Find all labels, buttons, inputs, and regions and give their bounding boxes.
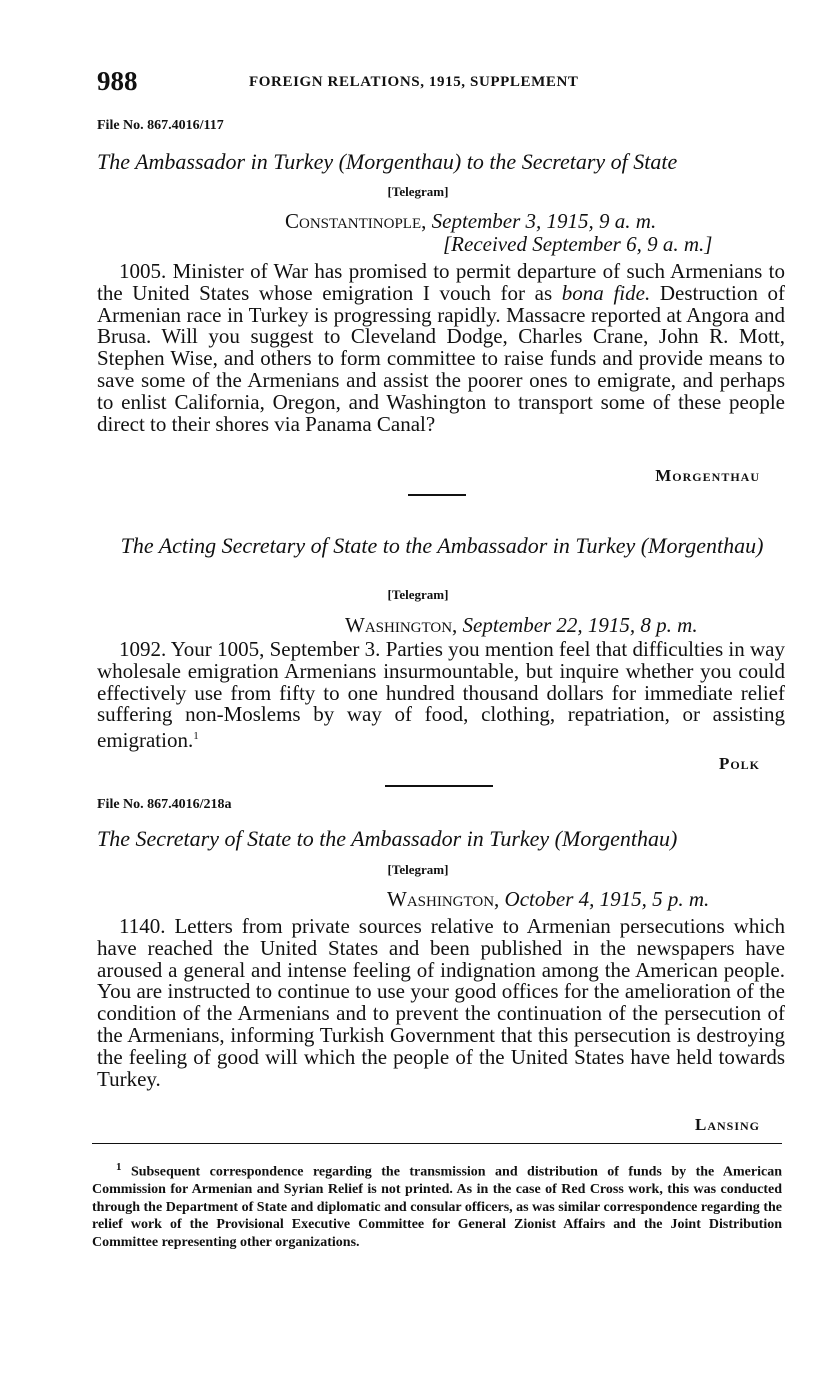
footnote-text: Subsequent correspondence regarding the transmission and distribution of funds by the American Commission for Armenian and Syrian Relief is not printed. As in the case of Red Cross work, this was conducted through the Department of State and diplomatic and consular officers, as was similar correspondence regarding the relief work of the Provisional Executive Committee for General Zionist Affairs and the Joint Distribution Committee representing other organizations. xyxy=(92,1164,782,1251)
dateline-place: Washington, xyxy=(345,613,458,637)
body-text-end: Destruction of Armenian race in Turkey is progressing rapidly. Massacre reported at Angora and Brusa. Will you suggest to Cleveland Dodge, Charles Crane, John R. Mott, Stephen Wise, and others to form committee to raise funds and provide means to save some of the Armenians and assist the poorer ones to emigrate, and perhaps to enlist California, Oregon, and Washington to transport some of these people direct to their shores via Panama Canal? xyxy=(97,280,785,436)
telegram-body xyxy=(97,639,785,752)
telegram-label: [Telegram] xyxy=(387,862,449,877)
signature: Morgenthau xyxy=(655,466,760,485)
running-head: FOREIGN RELATIONS, 1915, SUPPLEMENT xyxy=(249,74,579,90)
section-divider xyxy=(408,494,466,496)
dateline xyxy=(285,210,656,233)
footnote xyxy=(92,1159,782,1252)
dateline-date: October 4, 1915, 5 p. m. xyxy=(504,887,710,911)
telegram-body xyxy=(97,261,785,435)
document-heading: The Acting Secretary of State to the Ambassador in Turkey (Morgenthau) xyxy=(120,533,764,558)
page-number: 988 xyxy=(97,66,138,96)
dateline xyxy=(345,614,698,637)
signature: Lansing xyxy=(694,1115,760,1134)
file-number: File No. 867.4016/117 xyxy=(97,118,224,133)
footnote-reference[interactable]: 1 xyxy=(193,730,199,743)
section-divider xyxy=(385,785,493,787)
dateline-date: September 22, 1915, 8 p. m. xyxy=(462,613,698,637)
dateline-place: Constantinople, xyxy=(285,209,427,233)
page-header xyxy=(97,66,787,102)
document-heading: The Ambassador in Turkey (Morgenthau) to the Secretary of State xyxy=(97,149,678,174)
received-note: [Received September 6, 9 a. m.] xyxy=(443,232,713,256)
footnote-rule xyxy=(92,1143,782,1144)
body-text-start: 1005. Minister of War has promised to permit departure of such Armenians to the United States whose emigration I vouch for as xyxy=(97,259,785,305)
footnote-marker: 1 xyxy=(116,1161,122,1173)
dateline xyxy=(387,888,709,911)
signature: Polk xyxy=(718,754,760,773)
body-text: 1092. Your 1005, September 3. Parties you mention feel that difficulties in way wholesale emigration Armenians insurmountable, but inquire whether you could effectively use from fifty to one hundred thousand dollars for immediate relief suffering non-Moslems by way of food, clothing, repatriation, or assisting emigration. xyxy=(97,637,785,753)
telegram-label: [Telegram] xyxy=(387,587,449,602)
dateline-date: September 3, 1915, 9 a. m. xyxy=(431,209,657,233)
file-number: File No. 867.4016/218a xyxy=(97,797,232,812)
dateline-place: Washington, xyxy=(387,887,500,911)
telegram-body: 1140. Letters from private sources relative to Armenian persecutions which have reached the United States and been published in the newspapers have aroused a general and intense feeling of indignation among the American people. You are instructed to continue to use your good offices for the amelioration of the condition of the Armenians and to prevent the continuation of the persecution of the Armenians, informing Turkish Government that this persecution is destroying the feeling of good will which the people of the United States have held towards Turkey. xyxy=(97,914,785,1091)
telegram-label: [Telegram] xyxy=(387,184,449,199)
document-heading: The Secretary of State to the Ambassador in Turkey (Morgenthau) xyxy=(97,826,678,851)
body-text-italic: bona fide. xyxy=(561,280,651,305)
